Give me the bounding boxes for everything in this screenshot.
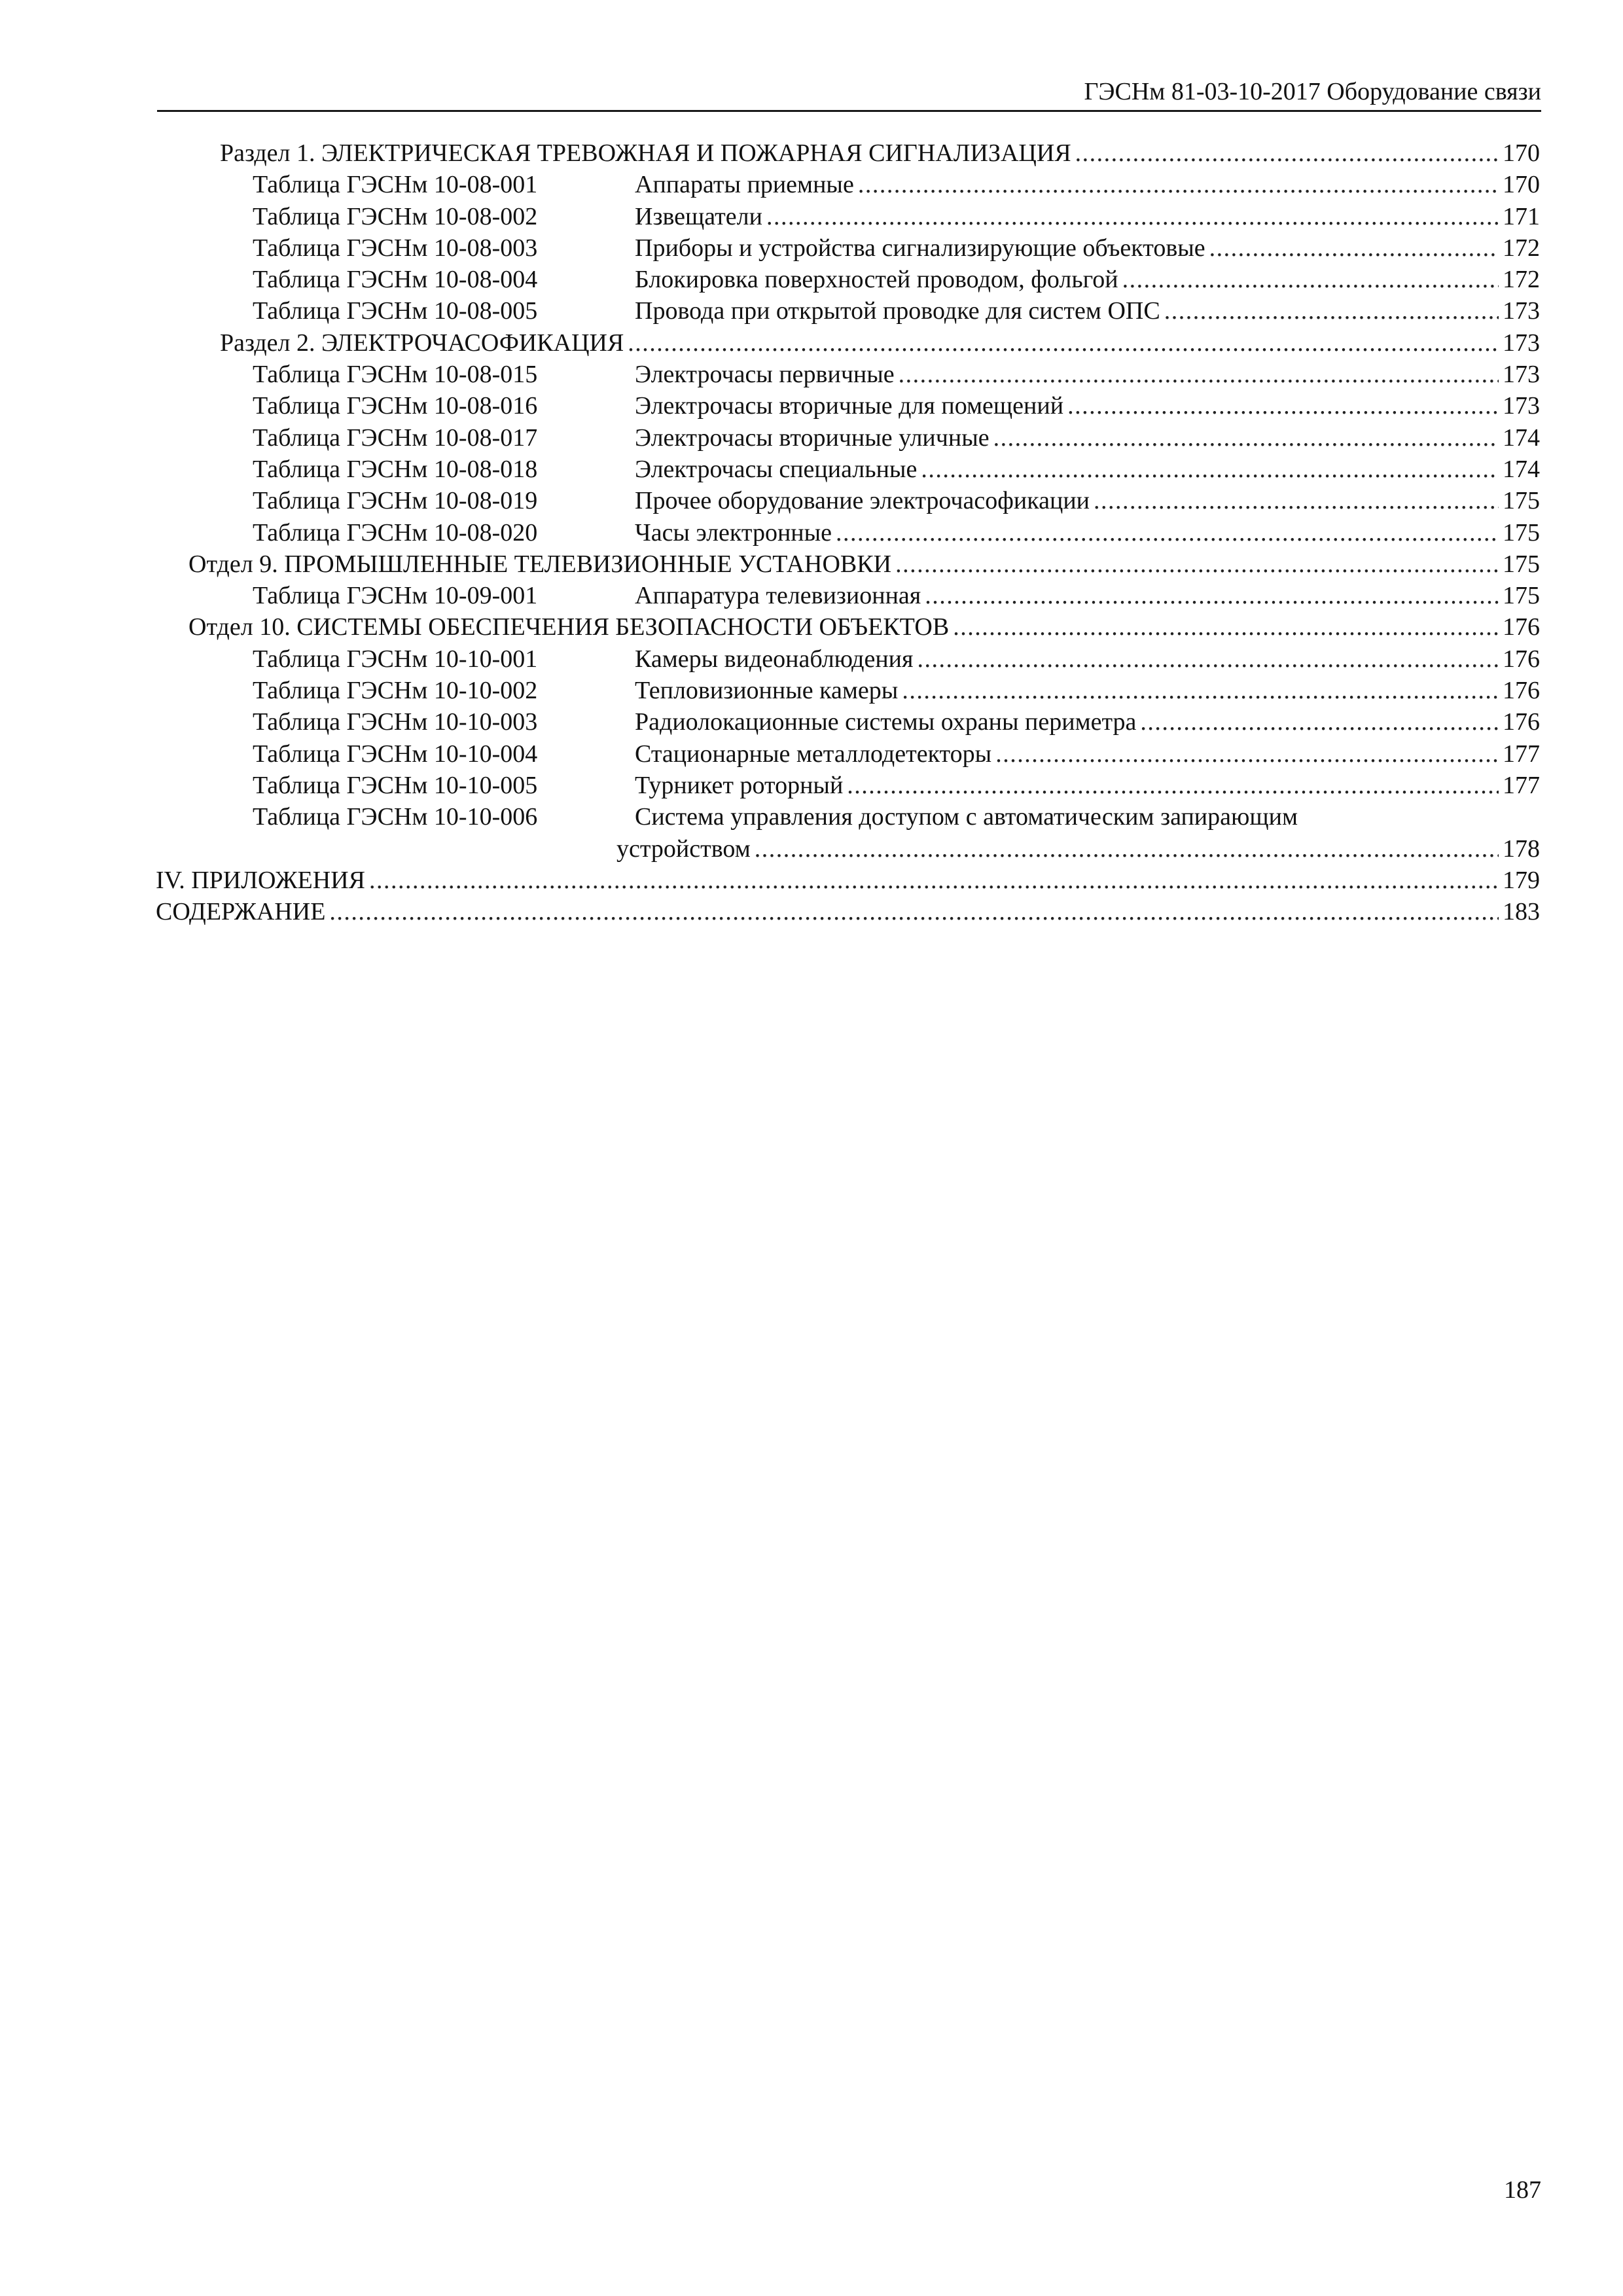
- dot-leader: [755, 833, 1499, 865]
- dot-leader: [1075, 137, 1499, 169]
- table-title: Аппараты приемные: [635, 171, 854, 199]
- table-code: Таблица ГЭСНм 10-10-005: [253, 771, 538, 799]
- table-code: Таблица ГЭСНм 10-09-001: [253, 582, 538, 610]
- table-title: Система управления доступом с автоматическим запирающим: [635, 803, 1298, 831]
- table-code: Таблица ГЭСНм 10-10-001: [253, 645, 538, 673]
- table-code: Таблица ГЭСНм 10-08-004: [253, 266, 538, 294]
- running-header: [157, 73, 1541, 112]
- toc-page-ref: 177: [1503, 771, 1540, 799]
- toc-page-ref: 172: [1503, 266, 1540, 294]
- toc-page-ref: 170: [1503, 171, 1540, 199]
- table-code: Таблица ГЭСНм 10-08-015: [253, 361, 538, 389]
- toc-entry-text: IV. ПРИЛОЖЕНИЯ: [156, 866, 365, 894]
- table-title: Турникет роторный: [635, 771, 844, 799]
- table-code: Таблица ГЭСНм 10-08-017: [253, 423, 538, 452]
- table-title: Электрочасы вторичные для помещений: [635, 392, 1064, 420]
- toc-entry-text: СОДЕРЖАНИЕ: [156, 898, 326, 926]
- table-title: Провода при открытой проводке для систем ОПС: [635, 297, 1160, 325]
- toc-page-ref: 174: [1503, 455, 1540, 483]
- toc-page-ref: 178: [1503, 834, 1540, 863]
- table-code: Таблица ГЭСНм 10-08-019: [253, 487, 538, 515]
- toc-page-ref: 170: [1503, 139, 1540, 167]
- table-title: Тепловизионные камеры: [635, 677, 899, 705]
- dot-leader: [628, 327, 1499, 359]
- table-title: Аппаратура телевизионная: [635, 582, 921, 610]
- table-of-contents: [156, 137, 1540, 927]
- toc-entry-table-10-08-001[interactable]: [156, 169, 1540, 200]
- toc-page-ref: 172: [1503, 234, 1540, 262]
- toc-entry-contents[interactable]: [156, 896, 1540, 927]
- toc-entry-table-10-10-003[interactable]: [156, 706, 1540, 738]
- toc-page-ref: 175: [1503, 550, 1540, 578]
- toc-page-ref: 173: [1503, 329, 1540, 357]
- table-title: Камеры видеонаблюдения: [635, 645, 914, 673]
- table-title: Приборы и устройства сигнализирующие объектовые: [635, 234, 1205, 262]
- toc-entry-table-10-10-006[interactable]: [156, 801, 1540, 833]
- toc-page-ref: 176: [1503, 645, 1540, 673]
- toc-page-ref: 179: [1503, 866, 1540, 894]
- dot-leader: [918, 643, 1499, 675]
- toc-page-ref: 175: [1503, 582, 1540, 610]
- table-title: Блокировка поверхностей проводом, фольгой: [635, 266, 1118, 294]
- table-code: Таблица ГЭСНм 10-08-003: [253, 234, 538, 262]
- toc-entry-text: Раздел 1. ЭЛЕКТРИЧЕСКАЯ ТРЕВОЖНАЯ И ПОЖАРНАЯ СИГНАЛИЗАЦИЯ: [220, 139, 1071, 167]
- table-title-continued: устройством: [616, 834, 751, 863]
- dot-leader: [953, 611, 1499, 643]
- toc-entry-table-10-08-005[interactable]: [156, 295, 1540, 327]
- dot-leader: [921, 454, 1499, 485]
- toc-page-ref: 183: [1503, 898, 1540, 926]
- toc-entry-table-10-08-019[interactable]: [156, 485, 1540, 516]
- table-code: Таблица ГЭСНм 10-08-018: [253, 455, 538, 483]
- toc-entry-table-10-09-001[interactable]: [156, 580, 1540, 611]
- table-code: Таблица ГЭСНм 10-08-001: [253, 171, 538, 199]
- table-code: Таблица ГЭСНм 10-08-002: [253, 202, 538, 230]
- toc-page-ref: 176: [1503, 708, 1540, 736]
- toc-entry-table-10-08-017[interactable]: [156, 422, 1540, 454]
- table-title: Электрочасы специальные: [635, 455, 918, 483]
- table-title: Радиолокационные системы охраны периметра: [635, 708, 1137, 736]
- toc-page-ref: 175: [1503, 487, 1540, 515]
- toc-entry-table-10-08-016[interactable]: [156, 390, 1540, 422]
- toc-entry-table-10-08-004[interactable]: [156, 264, 1540, 295]
- toc-entry-text: Отдел 10. СИСТЕМЫ ОБЕСПЕЧЕНИЯ БЕЗОПАСНОСТИ ОБЪЕКТОВ: [188, 613, 950, 641]
- table-title: Часы электронные: [635, 518, 832, 547]
- toc-page-ref: 176: [1503, 613, 1540, 641]
- dot-leader: [902, 675, 1499, 706]
- toc-entry-text: Раздел 2. ЭЛЕКТРОЧАСОФИКАЦИЯ: [220, 329, 624, 357]
- dot-leader: [1209, 232, 1499, 264]
- toc-page-ref: 173: [1503, 297, 1540, 325]
- toc-entry-table-10-10-006-continued[interactable]: [156, 833, 1540, 865]
- dot-leader: [1094, 485, 1499, 516]
- table-title: Электрочасы вторичные уличные: [635, 423, 990, 452]
- page-number: 187: [1504, 2176, 1541, 2204]
- dot-leader: [1164, 295, 1499, 327]
- toc-entry-table-10-08-015[interactable]: [156, 359, 1540, 390]
- toc-page-ref: 171: [1503, 202, 1540, 230]
- dot-leader: [925, 580, 1499, 611]
- toc-page-ref: 173: [1503, 392, 1540, 420]
- toc-entry-table-10-10-004[interactable]: [156, 738, 1540, 770]
- dot-leader: [995, 738, 1499, 770]
- dot-leader: [993, 422, 1499, 454]
- table-code: Таблица ГЭСНм 10-10-006: [253, 803, 538, 831]
- toc-page-ref: 176: [1503, 677, 1540, 705]
- toc-entry-table-10-08-020[interactable]: [156, 517, 1540, 548]
- table-code: Таблица ГЭСНм 10-10-003: [253, 708, 538, 736]
- toc-page-ref: 175: [1503, 518, 1540, 547]
- toc-entry-table-10-08-018[interactable]: [156, 454, 1540, 485]
- toc-entry-table-10-10-005[interactable]: [156, 770, 1540, 801]
- toc-entry-table-10-08-003[interactable]: [156, 232, 1540, 264]
- toc-entry-appendices[interactable]: [156, 865, 1540, 896]
- dot-leader: [858, 169, 1499, 200]
- table-code: Таблица ГЭСНм 10-10-004: [253, 740, 538, 768]
- table-code: Таблица ГЭСНм 10-08-020: [253, 518, 538, 547]
- toc-entry-table-10-10-001[interactable]: [156, 643, 1540, 675]
- dot-leader: [369, 865, 1499, 896]
- dot-leader: [1067, 390, 1499, 422]
- table-code: Таблица ГЭСНм 10-08-016: [253, 392, 538, 420]
- dot-leader: [1122, 264, 1499, 295]
- toc-page-ref: 174: [1503, 423, 1540, 452]
- toc-entry-department-10[interactable]: [156, 611, 1540, 643]
- dot-leader: [899, 359, 1499, 390]
- toc-entry-table-10-10-002[interactable]: [156, 675, 1540, 706]
- table-title: Прочее оборудование электрочасофикации: [635, 487, 1090, 515]
- table-title: Извещатели: [635, 202, 762, 230]
- dot-leader: [329, 896, 1499, 927]
- table-code: Таблица ГЭСНм 10-10-002: [253, 677, 538, 705]
- dot-leader: [1140, 706, 1499, 738]
- dot-leader: [895, 548, 1499, 580]
- toc-entry-table-10-08-002[interactable]: [156, 201, 1540, 232]
- dot-leader: [836, 517, 1499, 548]
- table-title: Электрочасы первичные: [635, 361, 895, 389]
- toc-entry-section-1[interactable]: [156, 137, 1540, 169]
- toc-entry-department-9[interactable]: [156, 548, 1540, 580]
- table-code: Таблица ГЭСНм 10-08-005: [253, 297, 538, 325]
- dot-leader: [847, 770, 1499, 801]
- toc-page-ref: 173: [1503, 361, 1540, 389]
- dot-leader: [766, 201, 1499, 232]
- toc-entry-section-2[interactable]: [156, 327, 1540, 359]
- table-title: Стационарные металлодетекторы: [635, 740, 992, 768]
- toc-entry-text: Отдел 9. ПРОМЫШЛЕННЫЕ ТЕЛЕВИЗИОННЫЕ УСТАНОВКИ: [188, 550, 892, 578]
- toc-page-ref: 177: [1503, 740, 1540, 768]
- running-title: ГЭСНм 81-03-10-2017 Оборудование связи: [1084, 78, 1541, 105]
